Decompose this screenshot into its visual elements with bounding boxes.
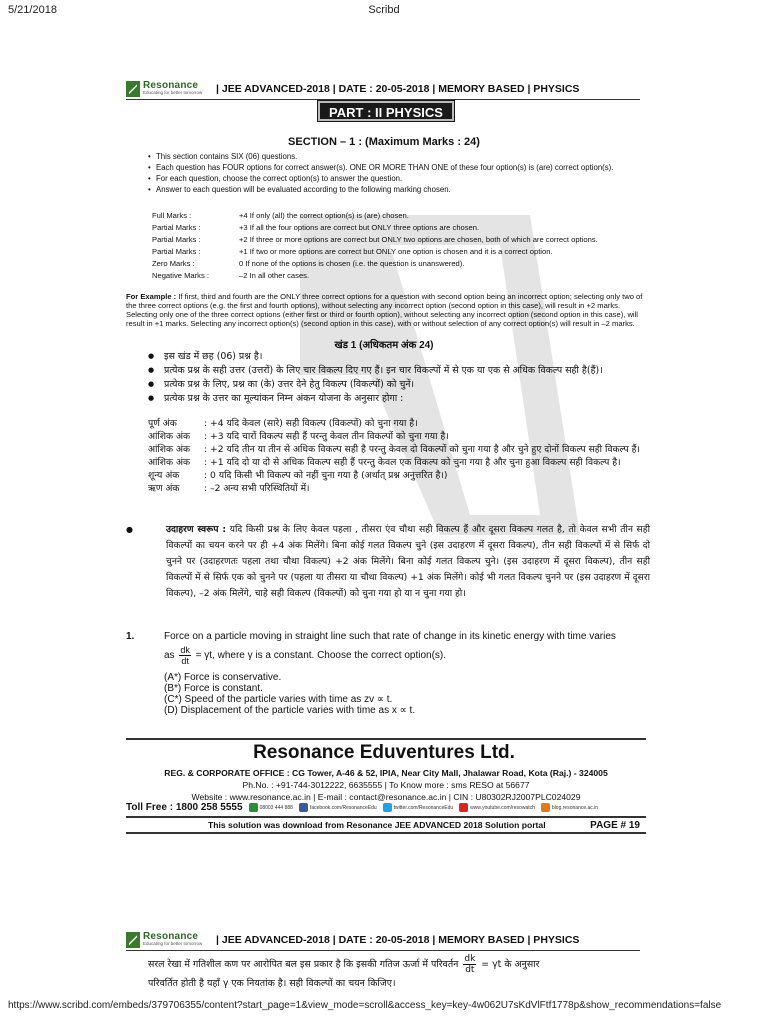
hindi-example-block bbox=[126, 522, 650, 602]
marking-row: Zero Marks : 0 If none of the options is chosen (i.e. the question is unanswered). bbox=[152, 259, 465, 268]
option-c: (C*) Speed of the particle varies with time as zv ∝ t. bbox=[164, 694, 393, 705]
social-youtube[interactable]: www.youtube.com/resowatch bbox=[459, 803, 535, 812]
option-d: (D) Displacement of the particle varies with time as x ∝ t. bbox=[164, 705, 416, 716]
whatsapp-icon bbox=[249, 803, 258, 812]
social-twitter[interactable]: twitter.com/ResonanceEdu bbox=[383, 803, 453, 812]
hindi-instruction-item: ● प्रत्येक प्रश्न के सही उत्तर (उत्तरों) के लिए चार विकल्प दिए गए हैं। इन चार विकल्पों में से एक या एक से अधिक विकल्प सही है(हैं)। bbox=[148, 364, 650, 377]
question-text-line2: = γt, where γ is a constant. Choose the correct option(s). bbox=[195, 650, 447, 662]
example-text: If first, third and fourth are the ONLY three correct options for a question with second option being an incorrect option; selecting only two of the three correct options (e.g. the first and fourth options), without selecting any incorrect option (second option in this case), will result in +2 marks. Selecting only one of the three correct options (either first or third or fourth option), without selecting any incorrect option (second option in this case), will result in +1 marks. Selecting any incorrect option(s) (second option in this case), with or without selection of any correct option(s) will result in –2 marks. bbox=[126, 292, 643, 328]
resonance-logo-icon bbox=[126, 932, 140, 948]
question-1 bbox=[126, 631, 656, 716]
hindi-instruction-item: ● प्रत्येक प्रश्न के उत्तर का मूल्यांकन निम्न अंकन योजना के अनुसार होगा : bbox=[148, 392, 650, 405]
logo-name: Resonance bbox=[143, 80, 199, 92]
website-line: Website : www.resonance.ac.in | E-mail : contact@resonance.ac.in | CIN : U80302RJ2007PLC024029 bbox=[191, 792, 581, 802]
option-a: (A*) Force is conservative. bbox=[164, 672, 282, 683]
hindi-marking-row: शून्य अंक : 0 यदि किसी भी विकल्प को नहीं चुना गया है (अर्थात् प्रश्न अनुत्तरित है।) bbox=[148, 470, 448, 481]
hindi-instruction-item: ● इस खंड में छह (06) प्रश्न है। bbox=[148, 350, 650, 363]
instruction-item: • This section contains SIX (06) questions. bbox=[148, 152, 648, 162]
marking-scheme bbox=[152, 211, 652, 283]
part-title: PART : II PHYSICS bbox=[318, 101, 454, 121]
youtube-icon bbox=[459, 803, 468, 812]
resonance-logo-icon bbox=[126, 81, 140, 97]
page2-header-title: | JEE ADVANCED-2018 | DATE : 20-05-2018 | MEMORY BASED | PHYSICS bbox=[216, 933, 580, 946]
marking-row: Full Marks : +4 If only (all) the correct option(s) is (are) chosen. bbox=[152, 211, 409, 220]
download-note bbox=[126, 820, 646, 831]
page2-header bbox=[126, 929, 640, 951]
hindi-question-line2: परिवर्तित होती है यहाँ γ एक नियतांक है। सही विकल्पों का चयन किजिए। bbox=[148, 978, 396, 989]
resonance-logo: Resonance Educating for better tomorrow bbox=[126, 930, 214, 950]
social-whatsapp[interactable]: 08003 444 888 bbox=[249, 803, 293, 812]
company-name: Resonance Eduventures Ltd. bbox=[253, 742, 515, 763]
hindi-question-part2: = γt के अनुसार bbox=[481, 959, 540, 970]
question-text-line1: Force on a particle moving in straight line such that rate of change in its kinetic energy with time varies bbox=[164, 631, 616, 642]
toll-free-number: Toll Free : 1800 258 5555 bbox=[126, 802, 243, 813]
options-list bbox=[164, 672, 656, 716]
marking-row: Partial Marks : +2 If three or more options are correct but ONLY two options are chosen, both of which are correct options. bbox=[152, 235, 598, 244]
hindi-example-text: यदि किसी प्रश्न के लिए केवल पहला , तीसरा एंव चौथा सही विकल्प हैं और दूसरा विकल्प गलत है, तो केवल सभी तीन सही विकल्पों का चयन करने पर ही +4 अंक मिलेंगे। बिना कोई गलत विकल्प चुने (इस उदाहरण में दूसरा विकल्प), तीन सही विकल्पों में से सिर्फ दो चुनने पर (उदाहरणतः पहला तथा चौथा विकल्प) +2 अंक मिलेंगे। बिना कोई गलत विकल्प चुने। (इस उदाहरण में दूसरा विकल्प), तीन सही विकल्पों में से सिर्फ एक को चुनने पर (पहला या तीसरा या चौथा विकल्प) +1 अंक मिलेंगे। कोई भी गलत विकल्प चुनने पर (इस उदाहरण में दूसरा विकल्प), –2 अंक मिलेंगे, चाहे सही विकल्प (विकल्पों) को चुना गया हो या न चुना गया हो। bbox=[166, 524, 650, 599]
hindi-question-1 bbox=[148, 954, 648, 992]
marking-row: Partial Marks : +1 If two or more options are correct but ONLY one option is chosen and it is a correct option. bbox=[152, 247, 553, 256]
page-url: https://www.scribd.com/embeds/379706355/content?start_page=1&view_mode=scroll&access_key=key-4w062U7sKdVlFtf1778p&show_recommendations=false bbox=[8, 1000, 722, 1011]
hindi-marking-scheme bbox=[148, 418, 650, 496]
question-number: 1. bbox=[126, 631, 135, 642]
footer-divider-bottom bbox=[126, 832, 646, 834]
print-title: Scribd bbox=[368, 4, 400, 16]
facebook-icon bbox=[299, 803, 308, 812]
hindi-marking-row: आंशिक अंक : +2 यदि तीन या तीन से अधिक विकल्प सही है परन्तु केवल दो विकल्पों को चुना गया है और चुने हुए दोनों विकल्प सही विकल्प हैं। bbox=[148, 444, 640, 455]
download-message: This solution was download from Resonance JEE ADVANCED 2018 Solution portal bbox=[208, 820, 546, 830]
header-title: | JEE ADVANCED-2018 | DATE : 20-05-2018 | MEMORY BASED | PHYSICS bbox=[216, 82, 580, 95]
dk-dt-fraction: $\frac{dk}{dt}$ bbox=[180, 645, 190, 666]
instruction-item: • For each question, choose the correct option(s) to answer the question. bbox=[148, 174, 648, 184]
logo-tagline: Educating for better tomorrow bbox=[143, 90, 203, 96]
bullet-icon: ● bbox=[126, 525, 133, 534]
hindi-section-title: खंड 1 (अधिकतम अंक 24) bbox=[334, 340, 434, 351]
hindi-instructions-list bbox=[148, 350, 650, 406]
hindi-marking-row: आंशिक अंक : +3 यदि चारों विकल्प सही हैं परन्तु केवल तीन विकल्पों को चुना गया है। bbox=[148, 431, 449, 442]
social-blog[interactable]: blog.resonance.ac.in bbox=[541, 803, 598, 812]
social-facebook[interactable]: facebook.com/ResonanceEdu bbox=[299, 803, 377, 812]
hindi-marking-row: पूर्ण अंक : +4 यदि केवल (सारे) सही विकल्प (विकल्पों) को चुना गया है। bbox=[148, 418, 418, 429]
instruction-item: • Answer to each question will be evaluated according to the following marking chosen. bbox=[148, 185, 648, 195]
resonance-logo bbox=[126, 79, 214, 99]
option-b: (B*) Force is constant. bbox=[164, 683, 263, 694]
print-date: 5/21/2018 bbox=[8, 4, 57, 16]
example-label: For Example : bbox=[126, 292, 177, 301]
hindi-dk-dt-fraction: $\frac{dk}{dt}$ bbox=[464, 954, 476, 975]
section-title: SECTION – 1 : (Maximum Marks : 24) bbox=[288, 136, 480, 148]
hindi-marking-row: आंशिक अंक : +1 यदि दो या दो से अधिक विकल्प सही हैं परन्तु केवल एक विकल्प को चुना गया है और चुना हुआ विकल्प सही विकल्प है। bbox=[148, 457, 621, 468]
question-as: as bbox=[164, 650, 175, 662]
marking-row: Partial Marks : +3 If all the four options are correct but ONLY three options are chosen. bbox=[152, 223, 480, 232]
instructions-list bbox=[148, 152, 648, 196]
marking-row: Negative Marks : –2 In all other cases. bbox=[152, 271, 310, 280]
footer-divider-mid bbox=[126, 816, 646, 818]
toll-free-bar bbox=[126, 802, 646, 813]
hindi-marking-row: ऋण अंक : –2 अन्य सभी परिस्थितियों में। bbox=[148, 483, 310, 494]
hindi-instruction-item: ● प्रत्येक प्रश्न के लिए, प्रश्न का (के) उत्तर देने हेतु विकल्प (विकल्पों) को चुनें। bbox=[148, 378, 650, 391]
page-number: PAGE # 19 bbox=[590, 820, 640, 831]
hindi-example-label: उदाहरण स्वरूप : bbox=[166, 524, 227, 535]
example-block bbox=[126, 292, 648, 328]
instruction-item: • Each question has FOUR options for correct answer(s). ONE OR MORE THAN ONE of these four option(s) is (are) correct option(s). bbox=[148, 163, 648, 173]
page-header bbox=[126, 78, 640, 100]
phone-line: Ph.No. : +91-744-3012222, 6635555 | To Know more : sms RESO at 56677 bbox=[242, 780, 530, 790]
hindi-question-part1: सरल रेखा में गतिशील कण पर आरोपित बल इस प्रकार है कि इसकी गतिज ऊर्जा में परिवर्तन bbox=[148, 959, 459, 970]
registered-office: REG. & CORPORATE OFFICE : CG Tower, A-46 & 52, IPIA, Near City Mall, Jhalawar Road, Kota (Raj.) - 324005 bbox=[164, 768, 608, 778]
blog-icon bbox=[541, 803, 550, 812]
twitter-icon bbox=[383, 803, 392, 812]
footer-divider-top bbox=[126, 738, 646, 740]
